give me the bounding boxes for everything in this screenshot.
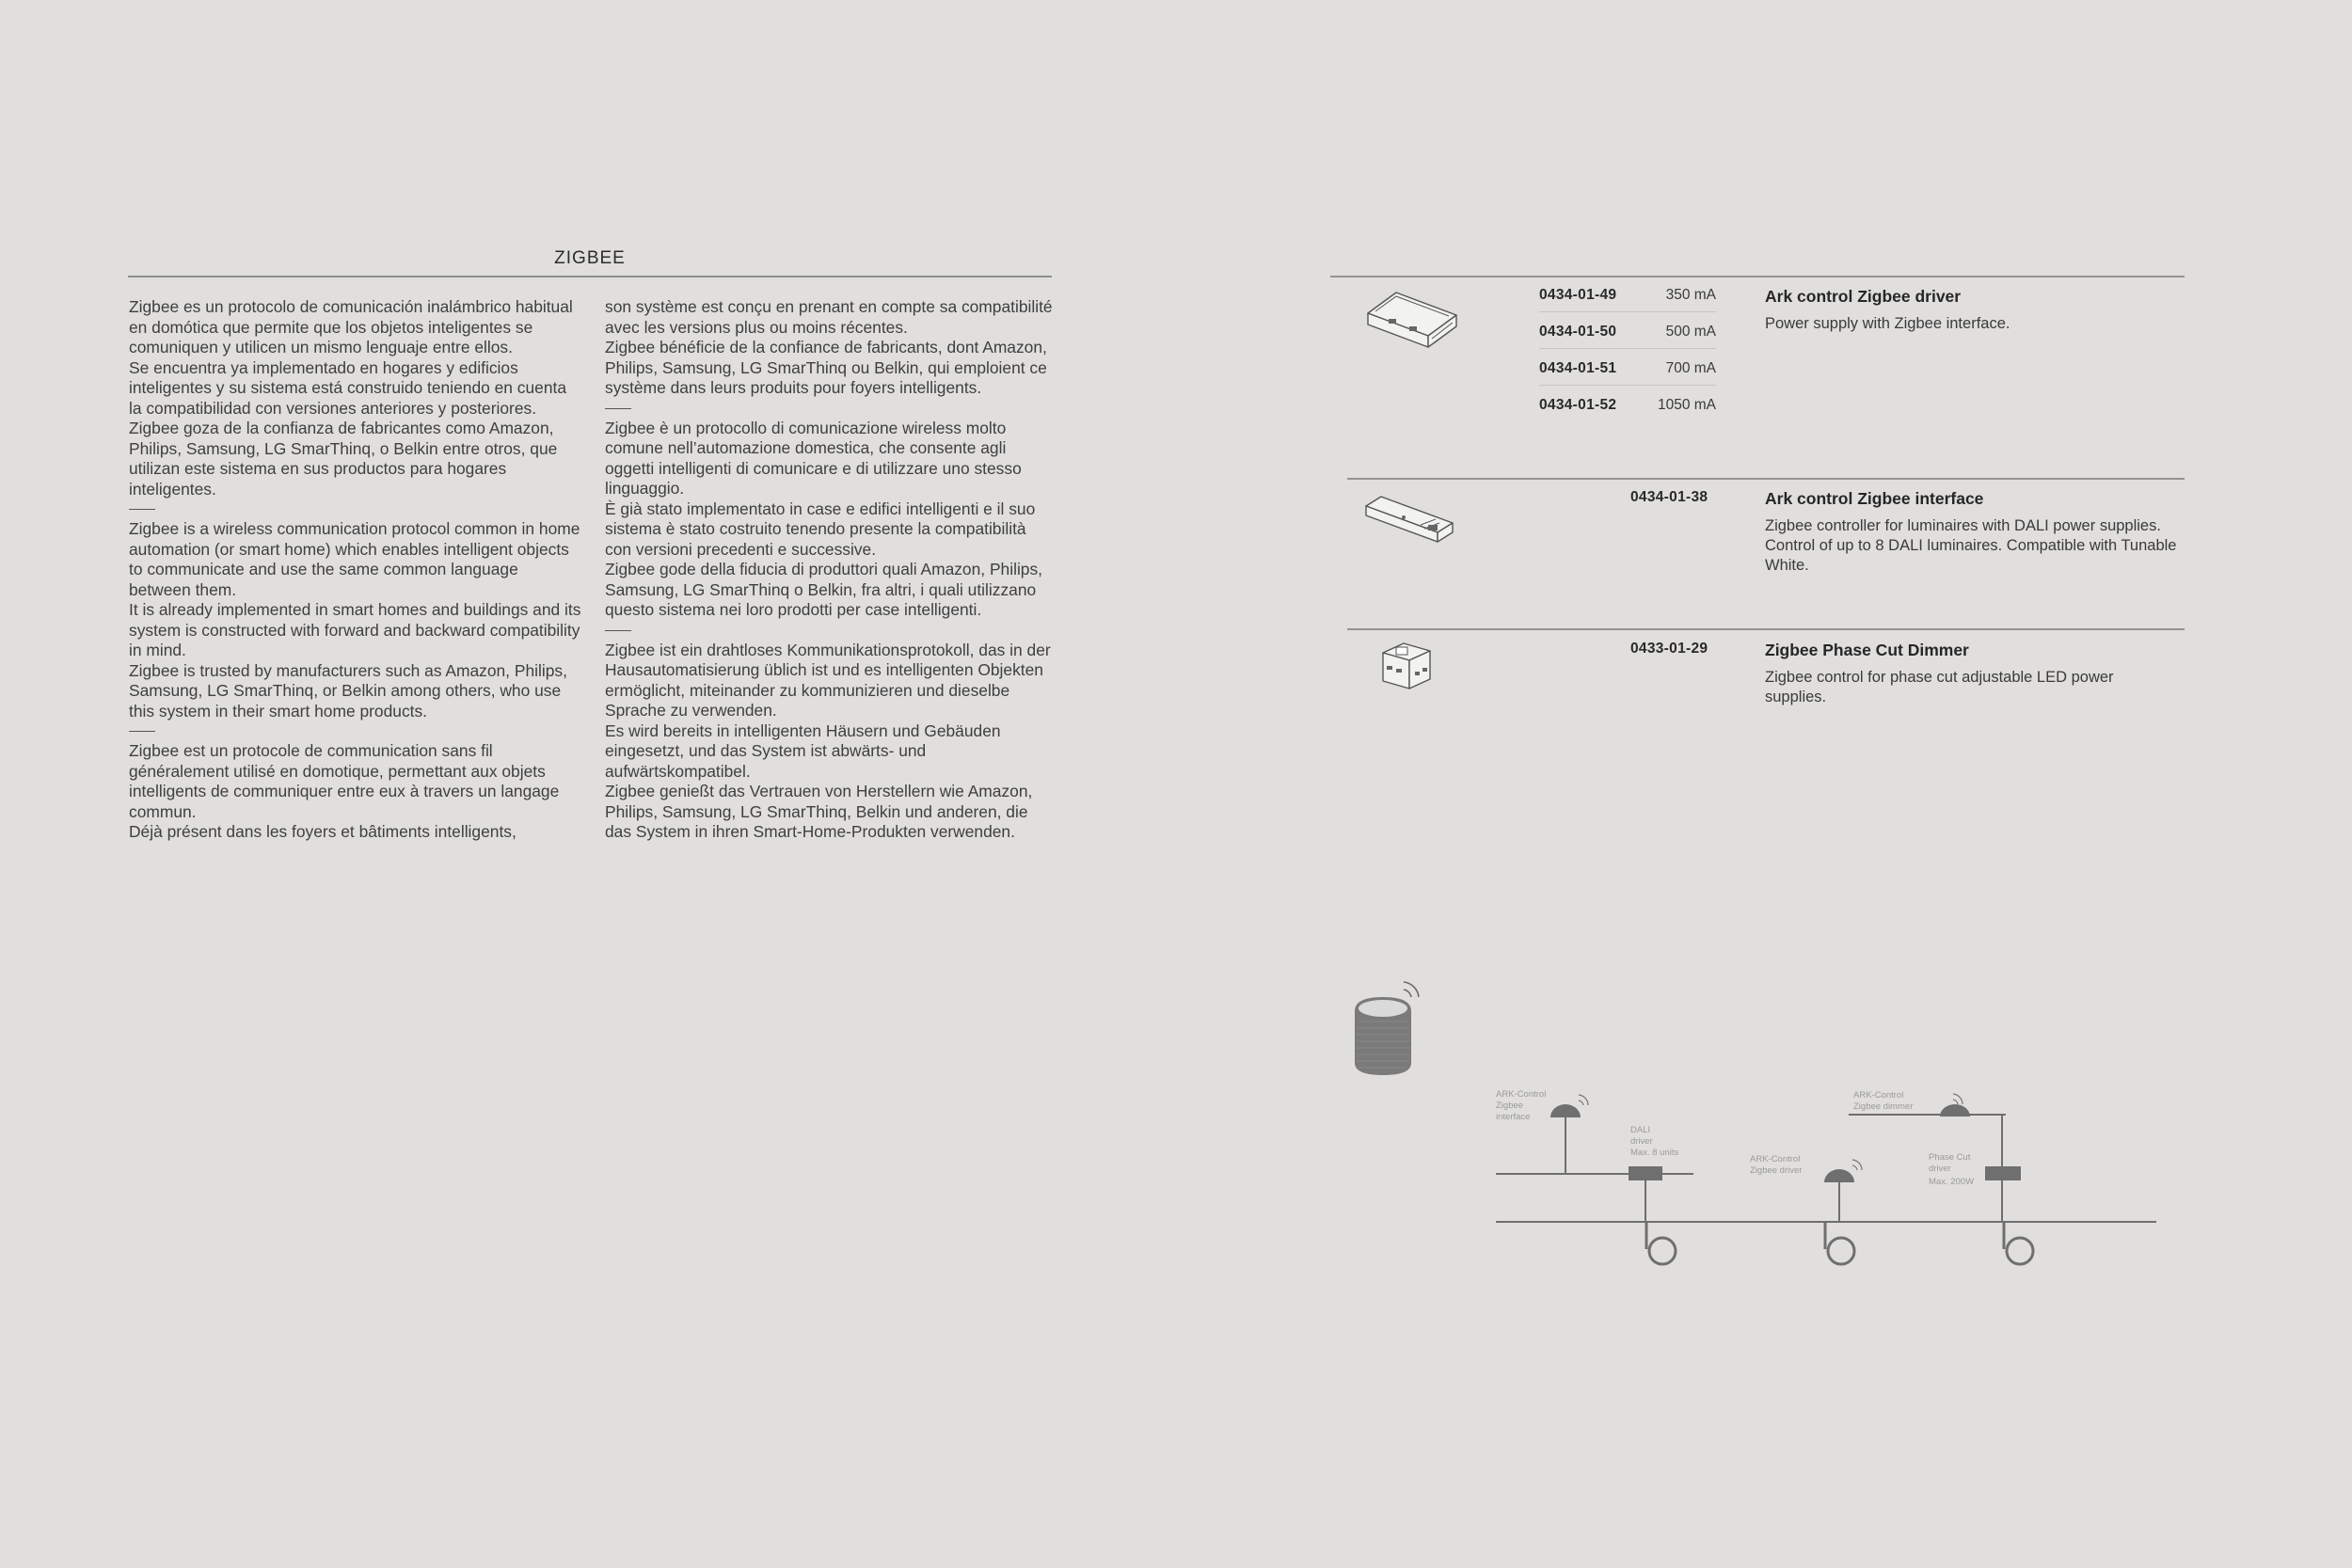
paragraph-fr-2: Déjà présent dans les foyers et bâtiments intelligents, bbox=[129, 822, 516, 841]
variant-divider bbox=[1539, 385, 1716, 386]
paragraph-de-1: Zigbee ist ein drahtloses Kommunikationsprotokoll, das in der Hausautomatisierung üblich ist und es intelligenten Objekten ermöglicht, miteinander zu kommunizieren und dieselbe Sprache zu verwenden. bbox=[605, 640, 1051, 720]
product-name: Ark control Zigbee driver bbox=[1765, 287, 1962, 306]
diagram-label: Zigbee bbox=[1496, 1101, 1524, 1111]
product-code: 0434-01-51 bbox=[1539, 360, 1617, 376]
driver-box-icon bbox=[1985, 1166, 2021, 1180]
luminaire-icon bbox=[1646, 1223, 1676, 1264]
product-code: 0434-01-38 bbox=[1630, 489, 1708, 505]
diagram-label: ARK-Control bbox=[1853, 1090, 1904, 1101]
variant-divider bbox=[1539, 348, 1716, 349]
dimmer-button bbox=[1396, 647, 1407, 655]
terminal-block bbox=[1389, 319, 1396, 324]
paragraph-en-2: It is already implemented in smart homes and buildings and its system is constructed with forward and backward compatibility in mind. bbox=[129, 600, 581, 659]
product-current: 1050 mA bbox=[1657, 397, 1716, 413]
product-name: Zigbee Phase Cut Dimmer bbox=[1765, 641, 1969, 659]
paragraph-en-1: Zigbee is a wireless communication protocol common in home automation (or smart home) which enables intelligent objects to communicate and use the same common language between them. bbox=[129, 519, 580, 599]
wiring-diagram bbox=[1336, 969, 2183, 1270]
zigbee-dimmer-node bbox=[1853, 1090, 1970, 1117]
text-column-right bbox=[605, 297, 1055, 843]
paragraph-es-1: Zigbee es un protocolo de comunicación inalámbrico habitual en domótica que permite que los objetos inteligentes se comuniquen y utilicen un mismo lenguaje entre ellos. bbox=[129, 297, 573, 356]
diagram-label: Phase Cut bbox=[1929, 1152, 1971, 1163]
wireless-signal-icon bbox=[1852, 1160, 1862, 1170]
language-separator bbox=[605, 408, 631, 409]
product-divider bbox=[1347, 628, 2185, 630]
product-description: Zigbee control for phase cut adjustable LED power supplies. bbox=[1765, 669, 2114, 705]
terminal-block bbox=[1409, 326, 1417, 331]
wireless-signal-icon bbox=[1579, 1095, 1588, 1105]
sensor-dome-icon bbox=[1940, 1104, 1970, 1117]
phase-cut-dimmer-image bbox=[1375, 638, 1441, 696]
diagram-label: Max. 200W bbox=[1929, 1177, 1975, 1187]
diagram-label: ARK-Control bbox=[1496, 1089, 1547, 1100]
text-column-left bbox=[129, 297, 582, 843]
product-code: 0434-01-49 bbox=[1539, 287, 1617, 303]
product-current: 700 mA bbox=[1665, 360, 1716, 376]
paragraph-fr-3: son système est conçu en prenant en compte sa compatibilité avec les versions plus ou moins récentes. bbox=[605, 297, 1053, 337]
diagram-label: ARK-Control bbox=[1750, 1154, 1801, 1164]
language-separator bbox=[605, 630, 631, 631]
language-separator bbox=[129, 731, 155, 732]
diagram-label: driver bbox=[1929, 1164, 1951, 1174]
wireless-signal-icon bbox=[1953, 1094, 1963, 1104]
product-current: 500 mA bbox=[1665, 324, 1716, 340]
diagram-label: driver bbox=[1630, 1136, 1653, 1147]
phase-cut-driver-node bbox=[1929, 1115, 2021, 1223]
terminal-block bbox=[1428, 525, 1438, 531]
driver-box-icon bbox=[1629, 1166, 1662, 1180]
zigbee-interface-image bbox=[1362, 487, 1466, 553]
luminaire-icon bbox=[1825, 1223, 1854, 1264]
status-led bbox=[1402, 515, 1406, 519]
language-separator bbox=[129, 509, 155, 510]
paragraph-it-2: È già stato implementato in case e edifici intelligenti e il suo sistema è stato costruito tenendo presente la compatibilità con versioni precedenti e successive. bbox=[605, 499, 1036, 559]
paragraph-es-3: Zigbee goza de la confianza de fabricantes como Amazon, Philips, Samsung, LG SmarThinq, o Belkin entre otros, que utilizan este sistema en sus productos para hogares inteligentes. bbox=[129, 419, 558, 499]
paragraph-it-3: Zigbee gode della fiducia di produttori quali Amazon, Philips, Samsung, LG SmarThinq o Belkin, fra altri, i quali utilizzano questo sistema nei loro prodotti per case intelligenti. bbox=[605, 560, 1043, 619]
smart-speaker-icon bbox=[1355, 997, 1411, 1075]
product-current: 350 mA bbox=[1665, 287, 1716, 303]
zigbee-driver-image bbox=[1362, 287, 1466, 353]
sensor-dome-icon bbox=[1824, 1169, 1854, 1182]
wireless-signal-icon bbox=[1404, 982, 1419, 997]
diagram-label: interface bbox=[1496, 1112, 1531, 1122]
paragraph-de-2: Es wird bereits in intelligenten Häusern und Gebäuden eingesetzt, und das System ist abwärts- und aufwärtskompatibel. bbox=[605, 721, 1001, 781]
diagram-label: Max. 8 units bbox=[1630, 1148, 1679, 1158]
diagram-label: Zigbee dimmer bbox=[1853, 1101, 1914, 1112]
product-description: Zigbee controller for luminaires with DALI power supplies. Control of up to 8 DALI luminaires. Compatible with Tunable White. bbox=[1765, 517, 2177, 574]
diagram-label: DALI bbox=[1630, 1125, 1651, 1135]
paragraph-en-3: Zigbee is trusted by manufacturers such as Amazon, Philips, Samsung, LG SmarThinq, or Belkin among others, who use this system in their smart home products. bbox=[129, 660, 567, 721]
product-code: 0434-01-50 bbox=[1539, 324, 1617, 340]
product-code: 0434-01-52 bbox=[1539, 397, 1617, 413]
product-description: Power supply with Zigbee interface. bbox=[1765, 315, 2010, 332]
zigbee-interface-node bbox=[1496, 1089, 1588, 1174]
product-table-top-rule bbox=[1330, 276, 2185, 277]
luminaire-icon bbox=[2004, 1223, 2033, 1264]
zigbee-driver-node bbox=[1750, 1154, 1862, 1223]
sensor-dome-icon bbox=[1550, 1104, 1581, 1117]
paragraph-de-3: Zigbee genießt das Vertrauen von Herstellern wie Amazon, Philips, Samsung, LG SmarThinq, Belkin und anderen, die das System in ihren Smart-Home-Produkten verwenden. bbox=[605, 782, 1033, 841]
paragraph-es-2: Se encuentra ya implementado en hogares y edificios inteligentes y su sistema está construido teniendo en cuenta la compatibilidad con versiones anteriores y posteriores. bbox=[129, 357, 567, 418]
product-code: 0433-01-29 bbox=[1630, 641, 1708, 657]
paragraph-fr-1: Zigbee est un protocole de communication sans fil généralement utilisé en domotique, permettant aux objets intelligents de communiquer entre eux à travers un langage commun. bbox=[129, 741, 560, 821]
product-name: Ark control Zigbee interface bbox=[1765, 489, 1984, 508]
paragraph-fr-4: Zigbee bénéficie de la confiance de fabricants, dont Amazon, Philips, Samsung, LG SmarThinq ou Belkin, qui emploient ce système dans leurs produits pour foyers intelligents. bbox=[605, 338, 1047, 397]
title-divider bbox=[128, 276, 1052, 277]
section-title: ZIGBEE bbox=[554, 248, 626, 268]
product-divider bbox=[1347, 478, 2185, 480]
diagram-label: Zigbee driver bbox=[1750, 1165, 1803, 1176]
paragraph-it-1: Zigbee è un protocollo di comunicazione wireless molto comune nell’automazione domestica, che consente agli oggetti intelligenti di comunicare e di utilizzare uno stesso linguaggio. bbox=[605, 418, 1022, 498]
variant-divider bbox=[1539, 311, 1716, 312]
